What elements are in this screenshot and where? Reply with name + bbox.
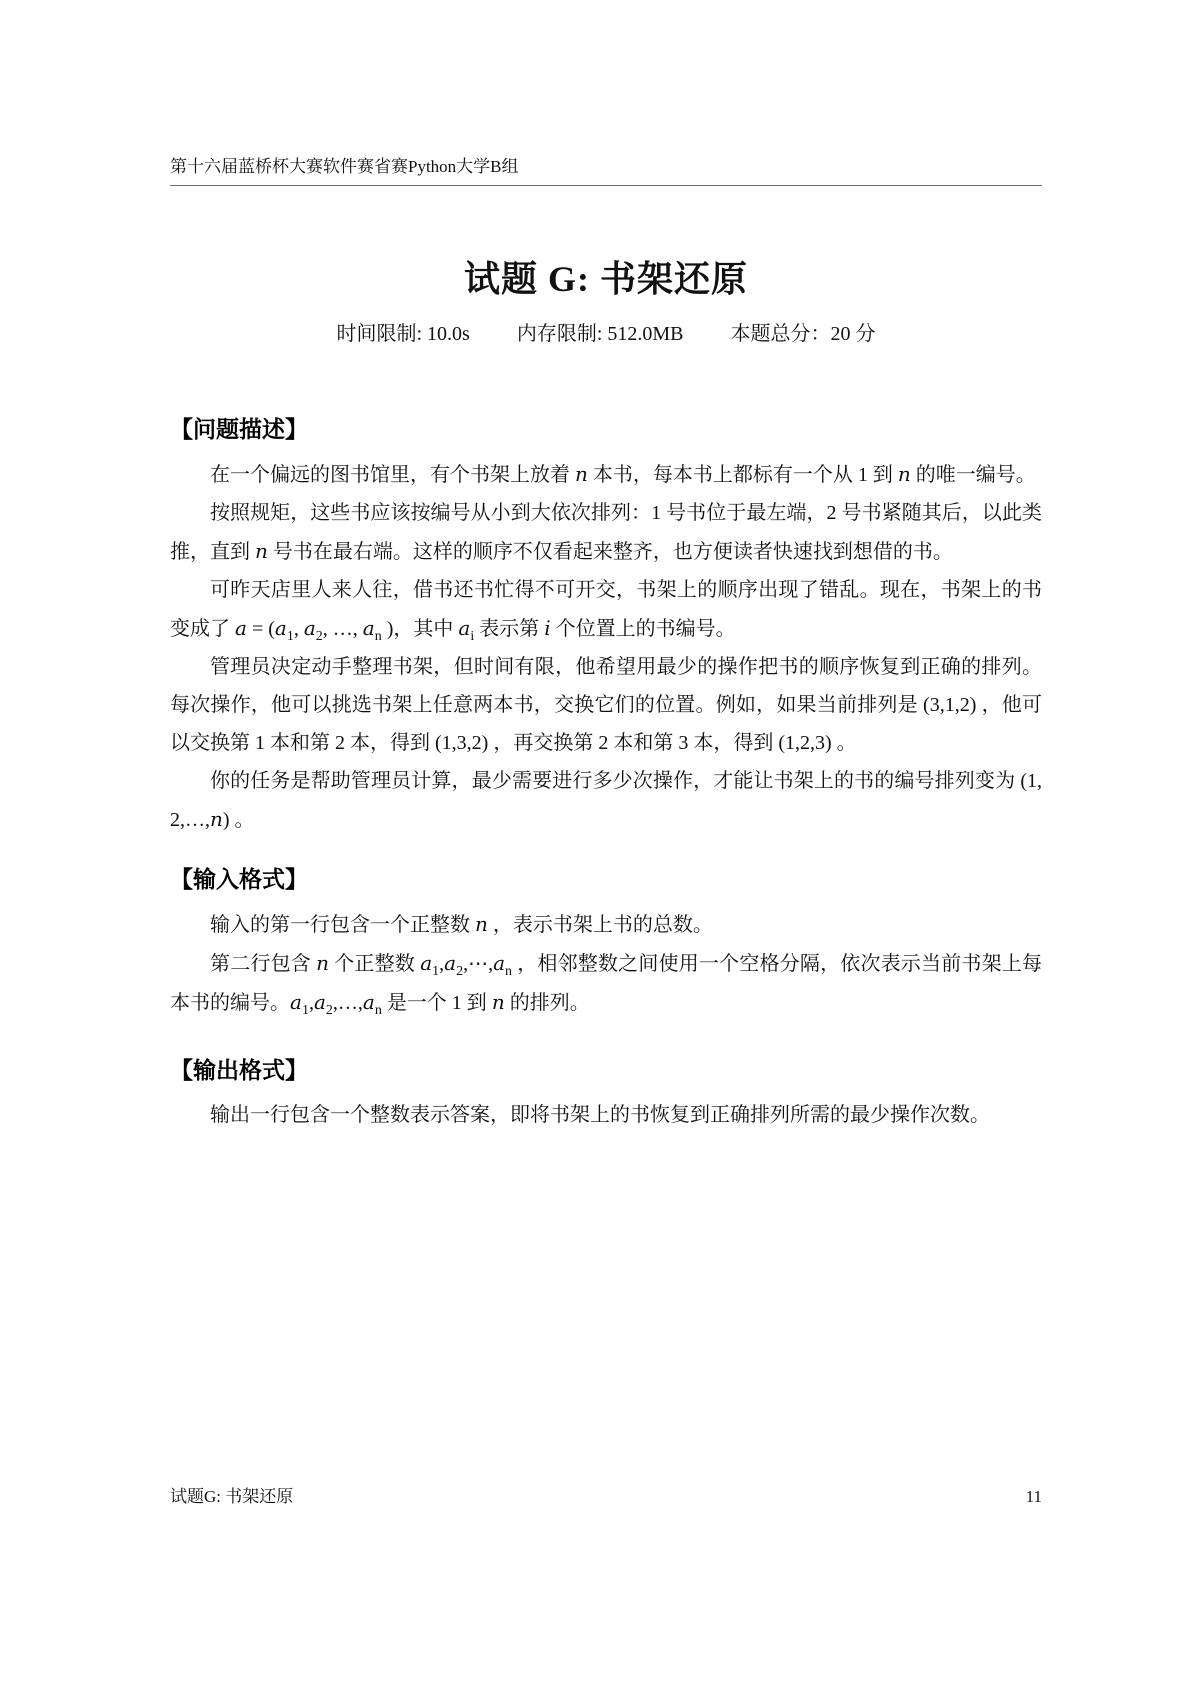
output-paragraph-1: 输出一行包含一个整数表示答案，即将书架上的书恢复到正确排列所需的最少操作次数。 <box>210 1104 990 1126</box>
description-paragraph-1: 在一个偏远的图书馆里，有个书架上放着 n 本书，每本书上都标有一个从 1 到 n 的唯一编号。 <box>210 462 1036 486</box>
description-paragraph-5: 你的任务是帮助管理员计算，最少需要进行多少次操作，才能让书架上的书的编号排列变为 (1,2,…,n) 。 <box>170 770 1042 831</box>
total-score-label: 本题总分：20 分 <box>730 323 876 345</box>
page-header <box>170 156 1042 186</box>
section-description <box>170 413 1042 839</box>
section-heading-description: 【问题描述】 <box>170 416 308 442</box>
header-text: 第十六届蓝桥杯大赛软件赛省赛Python大学B组 <box>170 157 519 176</box>
description-paragraph-4: 管理员决定动手整理书架，但时间有限，他希望用最少的操作把书的顺序恢复到正确的排列。每次操作，他可以挑选书架上任意两本书，交换它们的位置。例如，如果当前排列是 (3,1,2) ，他可以交换第 1 本和第 2 本，得到 (1,3,2) ，再交换第 2 本和第 3 本，得到 (1,2,3) 。 <box>170 656 1042 754</box>
problem-body <box>170 413 1042 1134</box>
limits-line <box>170 320 1042 348</box>
input-paragraph-2: 第二行包含 n 个正整数 $a_1,a_2,\cdots,a_n$ ，相邻整数之间使用一个空格分隔，依次表示当前书架上每本书的编号。$a_1,a_2,\dots,a_n$ 是一个 1 到 n 的排列。 <box>170 951 1043 1018</box>
page-footer <box>170 1486 1042 1508</box>
description-paragraph-3: 可昨天店里人来人往，借书还书忙得不可开交，书架上的顺序出现了错乱。现在，书架上的书变成了 $a = (a_1$, $a_2$, …, $a_n$ )，其中 $a_i$ 表示第 i 个位置上的书编号。 <box>170 579 1042 644</box>
section-input-format <box>170 863 1042 1022</box>
problem-title: 试题 G: 书架还原 <box>464 259 748 299</box>
section-heading-input-format: 【输入格式】 <box>170 866 308 892</box>
time-limit-label: 时间限制: 10.0s <box>336 323 470 345</box>
section-output-format <box>170 1054 1042 1134</box>
input-paragraph-1: 输入的第一行包含一个正整数 n ，表示书架上书的总数。 <box>210 912 713 936</box>
description-paragraph-2: 按照规矩，这些书应该按编号从小到大依次排列：1 号书位于最左端，2 号书紧随其后，以此类推，直到 n 号书在最右端。这样的顺序不仅看起来整齐，也方便读者快速找到想借的书。 <box>170 502 1042 563</box>
memory-limit-label: 内存限制: 512.0MB <box>516 323 684 345</box>
footer-problem-label: 试题G: 书架还原 <box>170 1487 294 1506</box>
footer-page-number: 11 <box>1025 1487 1042 1506</box>
section-heading-output-format: 【输出格式】 <box>170 1057 308 1083</box>
